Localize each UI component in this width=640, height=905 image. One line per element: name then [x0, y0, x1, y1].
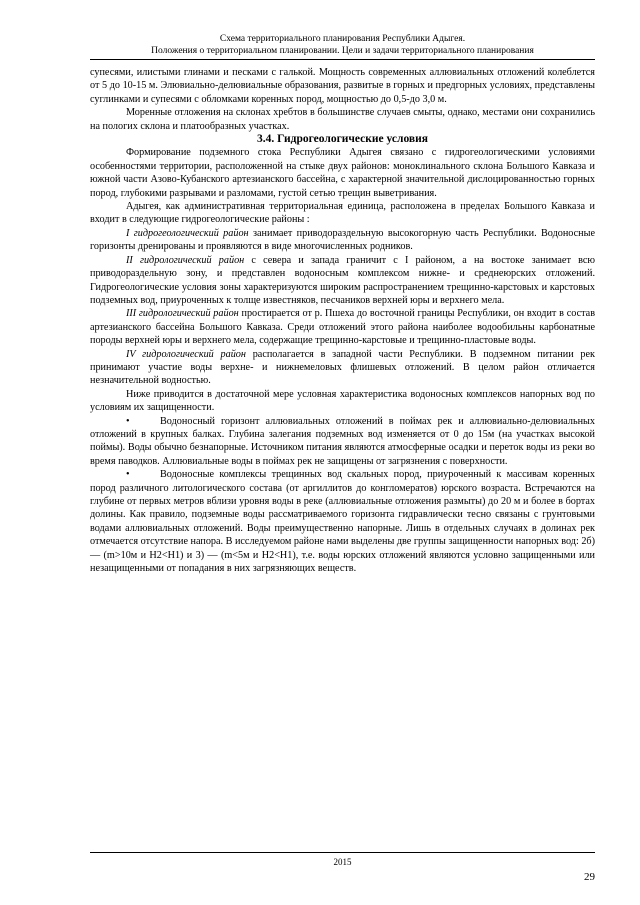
- district-text: простирается от р. Пшеха до восточной границы Республики, он входит в состав артезианского бассейна Большого Кавказа. Среди отложений этого района наиболее водообильны карбонатные породы верхней юры и верхнего мела, содержащие трещинно-карстовые и трещинно-пластовые воды.: [90, 308, 595, 347]
- district-paragraph: [90, 348, 595, 388]
- section-heading: 3.4. Гидрогеологические условия: [257, 133, 428, 146]
- bullet-text: Водоносные комплексы трещинных вод скальных пород, приуроченный к массивам коренных пород различного литологического состава (от аргиллитов до конгломератов) юрского возраста. Встречаются на глубине от первых метров вблизи уровня воды в реке (аллювиальные отложения размыты) до 20 м и более в бортах долины. Как правило, подземные воды рассматриваемого горизонта гидравлически тесно связаны с грунтовыми водами аллювиальных отложений. Воды преимущественно напорные. Лишь в отдельных случаях в долинах рек отмечается отсутствие напора. В исследуемом районе нами выделены две группы защищенности напорных вод: 2б) — (m>10м и H2<H1) и 3) — (m<5м и H2<H1), т.е. воды юрских отложений являются условно защищенными или незащищенными от попадания в них загрязняющих веществ.: [90, 469, 595, 575]
- page-number: 29: [584, 871, 595, 883]
- district-text: располагается в западной части Республики. В подземном питании рек принимают участие воды верхне- и нижнемеловых флишевых отложений. В целом район отличается незначительной водностью.: [90, 348, 595, 387]
- footer-divider: [90, 852, 595, 853]
- district-title: IV гидрологический район: [126, 348, 246, 360]
- running-header: [90, 33, 595, 57]
- bullet-paragraph: [90, 468, 595, 575]
- document-body: [90, 66, 595, 575]
- paragraph: супесями, илистыми глинами и песками с галькой. Мощность современных аллювиальных отложений колеблется от 5 до 10-15 м. Элювиально-делювиальные образования, развитые в горных и предгорных условиях, представлены суглинками и супесями с обломками коренных пород, мощностью до 0,5-до 3,0 м.: [90, 67, 595, 105]
- bullet-icon: •: [126, 415, 130, 427]
- district-text: занимает приводораздельную высокогорную часть Республики. Водоносные горизонты дренированы и проявляются в виде многочисленных родников.: [90, 227, 595, 253]
- paragraph: Моренные отложения на склонах хребтов в большинстве случаев смыты, однако, местами они сохранились на пологих склона и платообразных участках.: [90, 107, 595, 132]
- footer-year: 2015: [333, 857, 352, 867]
- header-divider: [90, 59, 595, 60]
- district-paragraph: [90, 227, 595, 254]
- bullet-text: Водоносный горизонт аллювиальных отложений в поймах рек и аллювиально-делювиальных отложений в крупных балках. Глубина залегания подземных вод изменяется от 0 до 15м (на участках высокой поймы). Воды обычно безнапорные. Источником питания являются атмосферные осадки и переток воды из реки во время паводков. Аллювиальные воды в поймах рек не защищены от загрязнения с поверхности.: [90, 415, 595, 467]
- header-line-2: Положения о территориальном планировании. Цели и задачи территориального планирования: [151, 46, 534, 56]
- paragraph: Формирование подземного стока Республики Адыгея связано с гидрогеологическими условиями особенностями территории, расположенной на стыке двух районов: моноклинального склона Большого Кавказа и южной части Азово-Кубанского артезианского бассейна, с характерной значительной дислоцированностью горных пород, глубокими разрывами и разломами, густой сетью трещин выветривания.: [90, 147, 595, 199]
- paragraph: Адыгея, как административная территориальная единица, расположена в пределах Большого Кавказа и входит в следующие гидрогеологические районы :: [90, 201, 595, 226]
- district-title: II гидрологический район: [126, 254, 245, 266]
- district-title: I гидрогеологический район: [126, 227, 249, 239]
- district-paragraph: [90, 254, 595, 308]
- bullet-paragraph: [90, 415, 595, 469]
- header-line-1: Схема территориального планирования Республики Адыгея.: [219, 34, 466, 44]
- district-title: III гидрологический район: [126, 308, 239, 320]
- bullet-icon: •: [126, 469, 130, 481]
- district-text: с севера и запада граничит с I районом, а на востоке занимает всю приводораздельную зону, и представлен водоносным комплексом нижне- и среднеюрских отложений. Гидрогеологические условия зоны характеризуются широким распространением трещинно-карстовых и карстовых подземных вод, приуроченных к толще известняков, песчаников верхней юры и верхнего мела.: [90, 254, 595, 306]
- district-paragraph: [90, 307, 595, 347]
- paragraph: Ниже приводится в достаточной мере условная характеристика водоносных комплексов напорных вод по условиям их защищенности.: [90, 388, 595, 414]
